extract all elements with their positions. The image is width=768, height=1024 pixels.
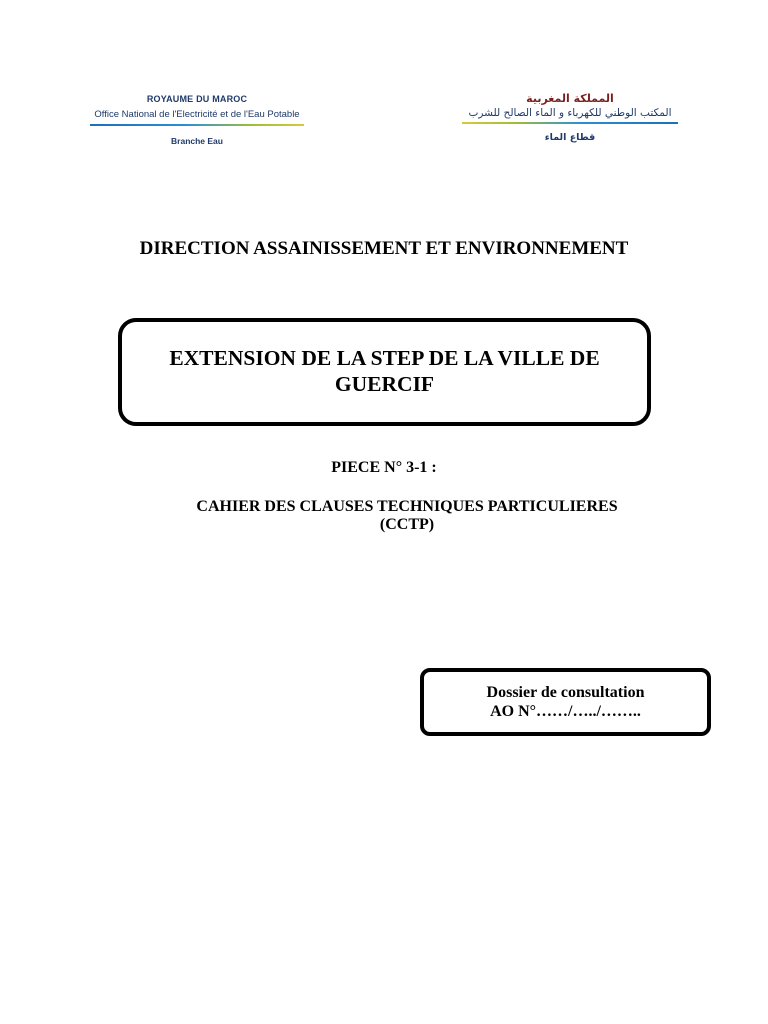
branch-label-arabic: قطاع الماء — [544, 132, 596, 143]
logo-divider-arabic — [462, 122, 678, 124]
kingdom-label: ROYAUME DU MAROC — [146, 94, 248, 104]
logo-divider — [90, 124, 304, 126]
dossier-line-1: Dossier de consultation — [486, 683, 645, 701]
dossier-line-2: AO N°……/…../…….. — [490, 703, 641, 720]
office-name: Office National de l'Electricité et de l'Eau Potable — [94, 109, 300, 120]
dossier-box — [420, 668, 711, 736]
kingdom-label-arabic: المملكة المغربية — [526, 92, 614, 105]
cctp-line-2: (CCTP) — [379, 515, 435, 533]
direction-heading: DIRECTION ASSAINISSEMENT ET ENVIRONNEMENT — [139, 238, 629, 259]
branch-label: Branche Eau — [171, 136, 223, 146]
document-title: EXTENSION DE LA STEP DE LA VILLE DE GUERCIF — [169, 346, 600, 396]
title-box — [118, 318, 651, 426]
office-name-arabic: المكتب الوطني للكهرباء و الماء الصالح للشرب — [468, 107, 672, 119]
cctp-heading — [0, 498, 768, 534]
piece-number: PIECE N° 3-1 : — [331, 459, 437, 476]
onee-logo-right — [462, 92, 678, 143]
onee-logo-left — [90, 94, 304, 146]
cctp-line-1: CAHIER DES CLAUSES TECHNIQUES PARTICULIERES — [196, 498, 618, 515]
